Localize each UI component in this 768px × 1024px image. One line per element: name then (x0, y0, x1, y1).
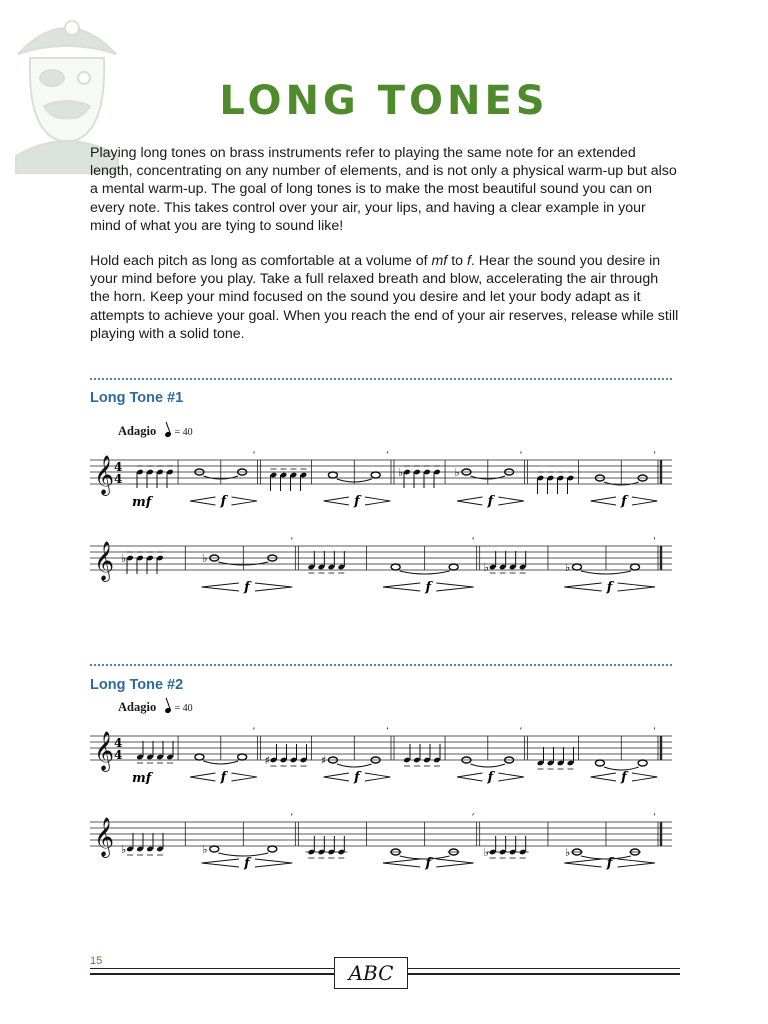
decrescendo-hairpin (231, 497, 256, 505)
crescendo-hairpin (564, 859, 601, 867)
breath-mark-icon: ’ (653, 451, 656, 461)
whole-note (238, 754, 247, 760)
crescendo-hairpin (190, 497, 215, 505)
section-divider (90, 378, 672, 380)
decrescendo-hairpin (231, 773, 256, 781)
staff-svg (90, 448, 672, 508)
breath-mark-icon: ’ (252, 727, 256, 737)
treble-clef-icon: 𝄞 (94, 731, 115, 771)
breath-mark-icon: ’ (653, 537, 656, 547)
crescendo-hairpin (202, 583, 239, 591)
flat-icon: ♭ (202, 552, 208, 565)
decrescendo-hairpin (498, 773, 523, 781)
decrescendo-hairpin (255, 583, 292, 591)
crescendo-hairpin (324, 773, 349, 781)
quarter-note-icon (165, 431, 172, 438)
breath-mark-icon: ’ (290, 813, 294, 823)
dynamic-f: f (621, 770, 627, 784)
tie (337, 764, 372, 767)
time-signature-top: 4 (114, 460, 123, 474)
dynamic-f: f (354, 494, 360, 508)
tempo-word: Adagio (118, 424, 157, 438)
dynamic-f: f (244, 856, 250, 870)
tempo-value: = 40 (174, 703, 193, 714)
crescendo-hairpin (383, 859, 420, 867)
tempo-value: = 40 (174, 427, 193, 438)
decrescendo-hairpin (365, 497, 390, 505)
dynamic-mf: mf (132, 771, 152, 784)
flat-icon: ♭ (398, 466, 404, 479)
time-signature-top: 4 (114, 736, 123, 750)
decrescendo-hairpin (618, 583, 655, 591)
breath-mark-icon: ’ (653, 813, 656, 823)
decrescendo-hairpin (255, 859, 292, 867)
treble-clef-icon: 𝄞 (94, 817, 115, 857)
treble-clef-icon: 𝄞 (94, 541, 115, 581)
breath-mark-icon: ’ (290, 537, 294, 547)
page-number: 15 (90, 955, 103, 967)
section-divider (90, 664, 672, 666)
tie (203, 761, 238, 764)
whole-note (449, 564, 458, 570)
breath-mark-icon: ’ (471, 813, 475, 823)
tempo-marking (118, 700, 193, 715)
whole-note (371, 472, 380, 478)
sharp-icon: ♯ (264, 754, 270, 767)
tempo-word: Adagio (118, 700, 157, 714)
crescendo-hairpin (457, 773, 482, 781)
flat-icon: ♭ (483, 561, 489, 574)
page-title: LONG TONES (219, 78, 549, 124)
tie (400, 571, 450, 574)
whole-note (195, 754, 204, 760)
whole-note (268, 846, 277, 852)
dynamic-f: f (244, 580, 250, 594)
flat-icon: ♭ (121, 843, 127, 856)
crescendo-hairpin (202, 859, 239, 867)
staff-svg (90, 724, 672, 784)
flat-icon: ♭ (483, 846, 489, 859)
breath-mark-icon: ’ (519, 727, 523, 737)
staff-svg (90, 810, 672, 870)
decrescendo-hairpin (632, 497, 657, 505)
breath-mark-icon: ’ (386, 451, 389, 461)
crescendo-hairpin (457, 497, 482, 505)
dynamic-f: f (487, 494, 494, 508)
dynamic-f: f (621, 494, 627, 508)
flat-icon: ♭ (121, 552, 127, 565)
abc-logo: ABC (334, 957, 408, 989)
sharp-icon: ♯ (320, 754, 327, 767)
dynamic-f: f (425, 580, 432, 594)
crescendo-hairpin (564, 583, 601, 591)
crescendo-hairpin (591, 773, 616, 781)
crescendo-hairpin (591, 497, 616, 505)
dynamic-f: f (220, 494, 227, 508)
whole-note (572, 564, 581, 570)
breath-mark-icon: ’ (471, 537, 475, 547)
music-staff (90, 810, 672, 870)
whole-note (328, 472, 337, 478)
music-staff (90, 448, 672, 508)
dynamic-f: f (606, 580, 613, 594)
crescendo-hairpin (190, 773, 215, 781)
intro-paragraph-1: Playing long tones on brass instruments refer to playing the same note for an extended length, concentrating on any number of elements, and is not only a physical warm-up but also a mental warm-up. The goal of long tones is to make the most beautiful sound you can on every note. This takes control over your air, your lips, and having a clear example in your mind of what you are tying to sound like! (90, 145, 677, 234)
flat-icon: ♭ (454, 466, 460, 479)
breath-mark-icon: ’ (653, 727, 656, 737)
dynamic-f: f (425, 856, 432, 870)
flat-icon: ♭ (564, 846, 571, 859)
decrescendo-hairpin (436, 859, 473, 867)
decrescendo-hairpin (365, 773, 390, 781)
time-signature-bottom: 4 (114, 472, 123, 486)
flat-icon: ♭ (202, 843, 208, 856)
flat-icon: ♭ (564, 561, 571, 574)
whole-note (391, 564, 400, 570)
treble-clef-icon: 𝄞 (94, 455, 115, 495)
music-staff (90, 534, 672, 594)
decrescendo-hairpin (436, 583, 473, 591)
whole-note (210, 846, 219, 852)
whole-note (595, 760, 604, 766)
dynamic-f: f (354, 770, 360, 784)
intro-paragraph-2: Hold each pitch as long as comfortable at a volume of mf to f. Hear the sound you desire in your mind before you play. Take a full relaxed breath and blow, accelerating the air through the horn. Keep your mind focused on the sound you desire and let your body adapt as it attempts to achieve your goal. When you reach the end of your air reserves, release while still playing with a solid tone. (90, 253, 679, 342)
decrescendo-hairpin (498, 497, 523, 505)
quarter-note-icon (165, 707, 172, 714)
music-staff (90, 724, 672, 784)
whole-note (630, 564, 639, 570)
time-signature-bottom: 4 (114, 748, 123, 762)
breath-mark-icon: ’ (386, 727, 389, 737)
dynamic-f: f (220, 770, 227, 784)
staff-svg (90, 534, 672, 594)
decrescendo-hairpin (632, 773, 657, 781)
tie (470, 764, 505, 767)
whole-note (638, 760, 647, 766)
breath-mark-icon: ’ (519, 451, 523, 461)
crescendo-hairpin (383, 583, 420, 591)
crescendo-hairpin (324, 497, 349, 505)
dynamic-mf: mf (132, 495, 152, 508)
dynamic-f: f (487, 770, 494, 784)
section-heading-long-tone-2: Long Tone #2 (90, 677, 184, 693)
dynamic-f: f (606, 856, 613, 870)
breath-mark-icon: ’ (252, 451, 256, 461)
tie (581, 571, 631, 574)
decrescendo-hairpin (618, 859, 655, 867)
section-heading-long-tone-1: Long Tone #1 (90, 390, 184, 406)
tempo-marking (118, 424, 193, 439)
